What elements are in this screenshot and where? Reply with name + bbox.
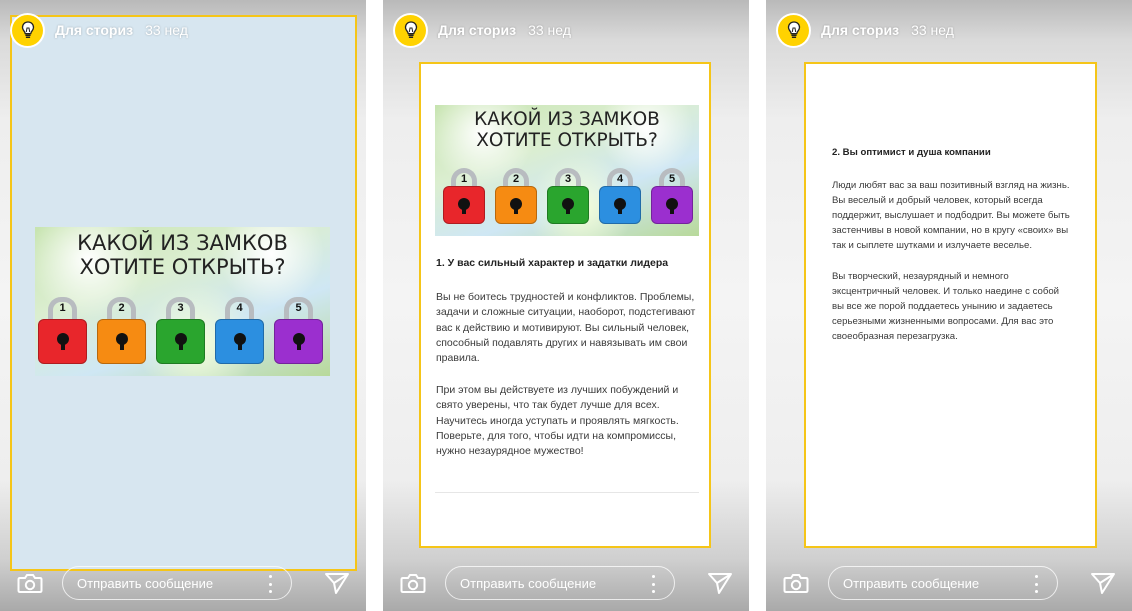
lock-number: 3 [564, 172, 572, 185]
paragraph: Вы творческий, незаурядный и немного эксцентричный человек. И только наедине с собой вы все же порой поддаетесь унынию и задаетесь серьезными жизненными вопросами. Для вас это своеобразная перезагрузка. [832, 271, 1060, 342]
lock-number: 1 [59, 302, 66, 315]
lock-3-icon [547, 168, 589, 224]
lock-2-icon [97, 297, 146, 364]
message-placeholder: Отправить сообщение [460, 575, 597, 591]
banner-title-line-1: КАКОЙ ИЗ ЗАМКОВ [77, 231, 288, 255]
story-panel-3[interactable] [766, 0, 1132, 611]
avatar[interactable] [395, 15, 426, 46]
paragraph: При этом вы действуете из лучших побуждений и свято уверены, что так будет лучше для всех. Научитесь иногда уступать и проявлять мягкость. Поверьте, для того, чтобы идти на компромиссы, нужно незаурядное мужество! [436, 384, 679, 458]
camera-icon [400, 572, 426, 594]
story-panel-2[interactable] [383, 0, 749, 611]
banner-title [435, 110, 699, 151]
avatar[interactable] [12, 15, 43, 46]
story-bottom-bar [397, 565, 735, 601]
message-input[interactable] [62, 566, 292, 600]
lightbulb-icon [18, 20, 38, 40]
message-input[interactable] [828, 566, 1058, 600]
section-title: 2. Вы оптимист и душа компании [832, 147, 991, 158]
lock-2-icon [495, 168, 537, 224]
story-bottom-bar [780, 565, 1118, 601]
lock-number: 4 [236, 302, 243, 315]
banner-title-line-1: КАКОЙ ИЗ ЗАМКОВ [474, 109, 660, 130]
story-header [778, 14, 954, 46]
lock-1-icon [443, 168, 485, 224]
lock-number: 2 [118, 302, 125, 315]
lock-4-icon [599, 168, 641, 224]
lightbulb-icon [784, 20, 804, 40]
lock-3-icon [156, 297, 205, 364]
locks-banner [435, 105, 699, 236]
banner-title [35, 232, 330, 279]
more-vertical-icon[interactable] [1033, 575, 1039, 593]
story-time: 33 нед [528, 22, 571, 38]
avatar[interactable] [778, 15, 809, 46]
story-bottom-bar [14, 565, 352, 601]
story-username[interactable]: Для сториз [55, 22, 134, 38]
send-button[interactable] [705, 568, 735, 598]
message-input[interactable] [445, 566, 675, 600]
paragraph: Люди любят вас за ваш позитивный взгляд на жизнь. Вы веселый и добрый человек, который всегда поддержит, выслушает и подбодрит. Вы можете быть застенчивы в новой компании, но в кругу «своих» вы так и сыплете шутками и излучаете веселье. [832, 180, 1070, 251]
lock-number: 1 [460, 172, 468, 185]
send-button[interactable] [1088, 568, 1118, 598]
lock-number: 2 [512, 172, 520, 185]
locks-banner [35, 227, 330, 376]
lock-4-icon [215, 297, 264, 364]
story-header [395, 14, 571, 46]
story-time: 33 нед [145, 22, 188, 38]
story-panel-1[interactable] [0, 0, 366, 611]
lock-number: 5 [295, 302, 302, 315]
lock-number: 3 [177, 302, 184, 315]
divider [435, 492, 699, 493]
lock-5-icon [651, 168, 693, 224]
lock-5-icon [274, 297, 323, 364]
story-text-content [832, 145, 1072, 360]
lock-1-icon [38, 297, 87, 364]
message-placeholder: Отправить сообщение [77, 575, 214, 591]
story-header [12, 14, 188, 46]
lock-number: 5 [668, 172, 676, 185]
banner-title-line-2: ХОТИТЕ ОТКРЫТЬ? [476, 129, 658, 151]
send-icon [324, 571, 350, 595]
more-vertical-icon[interactable] [650, 575, 656, 593]
banner-title-line-2: ХОТИТЕ ОТКРЫТЬ? [79, 254, 286, 279]
send-button[interactable] [322, 568, 352, 598]
message-placeholder: Отправить сообщение [843, 575, 980, 591]
more-vertical-icon[interactable] [267, 575, 273, 593]
paragraph: Вы не боитесь трудностей и конфликтов. Проблемы, задачи и сложные ситуации, наоборот, подстегивают вас к действию и мотивируют. Вы сильный человек, способный подавлять других и навязывать им свои правила. [436, 291, 696, 365]
send-icon [707, 571, 733, 595]
story-username[interactable]: Для сториз [821, 22, 900, 38]
story-time: 33 нед [911, 22, 954, 38]
camera-button[interactable] [397, 567, 429, 599]
story-text-content [436, 256, 698, 476]
camera-button[interactable] [780, 567, 812, 599]
camera-button[interactable] [14, 567, 46, 599]
camera-icon [17, 572, 43, 594]
section-title: 1. У вас сильный характер и задатки лидера [436, 257, 669, 269]
send-icon [1090, 571, 1116, 595]
story-username[interactable]: Для сториз [438, 22, 517, 38]
lock-number: 4 [616, 172, 624, 185]
camera-icon [783, 572, 809, 594]
lightbulb-icon [401, 20, 421, 40]
